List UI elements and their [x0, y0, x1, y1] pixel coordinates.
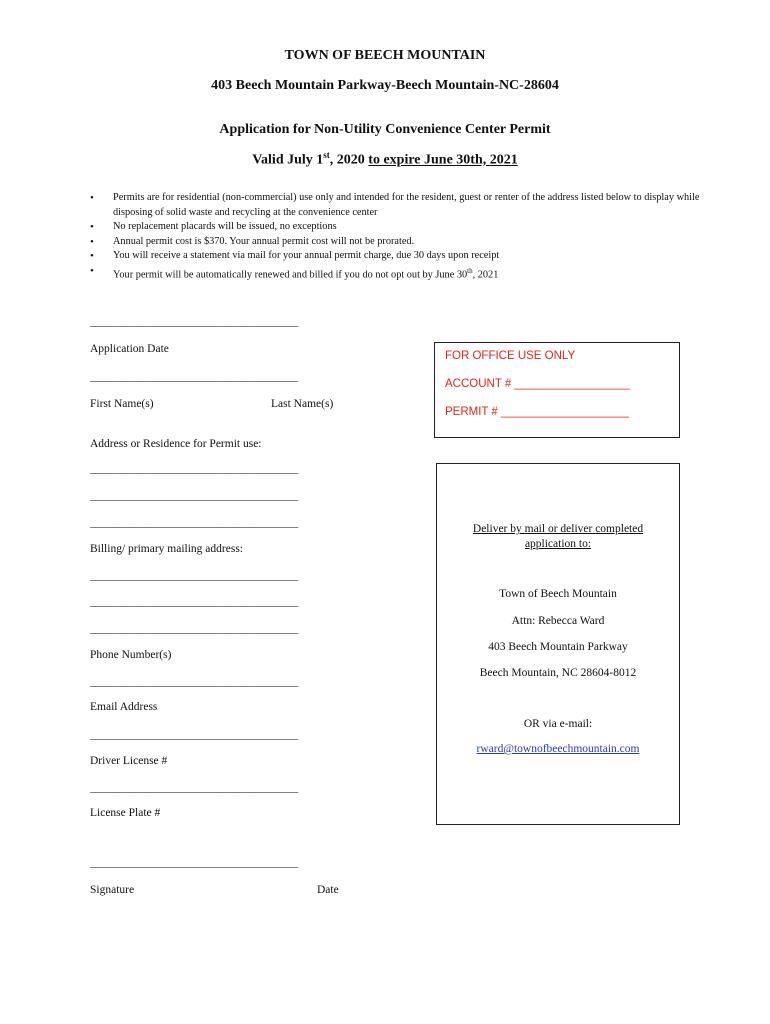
delivery-town: Town of Beech Mountain [499, 588, 617, 600]
delivery-heading: Deliver by mail or deliver completed application to: [472, 523, 644, 550]
office-account-field[interactable]: ACCOUNT # __________________ [445, 378, 630, 390]
form-title: Application for Non-Utility Convenience Center Permit [219, 122, 551, 137]
validity-line [0, 150, 770, 169]
license-plate-label: License Plate # [90, 807, 161, 819]
email-field[interactable]: ________________________________________ [90, 729, 299, 741]
validity-mid: , 2020 [329, 152, 369, 168]
office-use-title: FOR OFFICE USE ONLY [445, 350, 576, 362]
renewal-suffix: , 2021 [472, 268, 499, 280]
billing-address-line-3[interactable]: ________________________________________ [90, 623, 299, 635]
terms-item: • Permits are for residential (non-commercial) use only and intended for the resident, guest or renter of the address listed below to display while disposing of solid waste and recycling at the convenience center [90, 191, 700, 220]
driver-license-field[interactable]: ________________________________________ [90, 782, 299, 794]
delivery-street: 403 Beech Mountain Parkway [488, 641, 628, 653]
delivery-city: Beech Mountain, NC 28604-8012 [479, 667, 637, 679]
terms-list [90, 191, 700, 282]
delivery-info-box [436, 463, 680, 825]
delivery-attn: Attn: Rebecca Ward [511, 615, 605, 627]
delivery-or-email: OR via e-mail: [523, 718, 593, 730]
application-date-label: Application Date [90, 343, 169, 355]
renewal-sup: th [467, 266, 473, 275]
terms-item-renewal [90, 264, 700, 283]
office-permit-field[interactable]: PERMIT # ____________________ [445, 406, 629, 418]
signature-label: Signature [90, 884, 135, 896]
phone-field[interactable]: ________________________________________ [90, 676, 299, 688]
last-name-label: Last Name(s) [271, 398, 334, 410]
first-name-label: First Name(s) [90, 398, 154, 410]
residence-address-line-2[interactable]: ________________________________________ [90, 490, 299, 502]
renewal-prefix: Your permit will be automatically renewed and billed if you do not opt out by June 30 [113, 268, 468, 280]
application-date-field[interactable]: ________________________________________ [90, 316, 299, 328]
validity-expire: to expire June 30th, 2021 [368, 152, 518, 168]
terms-item: • You will receive a statement via mail for your annual permit charge, due 30 days upon receipt [90, 249, 700, 264]
billing-address-line-2[interactable]: ________________________________________ [90, 596, 299, 608]
delivery-email-link[interactable]: rward@townofbeechmountain.com [476, 743, 640, 755]
phone-label: Phone Number(s) [90, 649, 172, 661]
town-address: 403 Beech Mountain Parkway-Beech Mountain-NC-28604 [211, 78, 559, 93]
signature-field[interactable]: ________________________________________ [90, 857, 299, 869]
town-name: TOWN OF BEECH MOUNTAIN [284, 48, 486, 63]
office-use-box [434, 342, 680, 438]
name-field[interactable]: ________________________________________ [90, 371, 299, 383]
residence-address-line-3[interactable]: ________________________________________ [90, 517, 299, 529]
driver-license-label: Driver License # [90, 755, 168, 767]
email-label: Email Address [90, 701, 158, 713]
billing-address-label: Billing/ primary mailing address: [90, 543, 243, 555]
residence-address-line-1[interactable]: ________________________________________ [90, 463, 299, 475]
residence-address-label: Address or Residence for Permit use: [90, 438, 262, 450]
terms-item: • Annual permit cost is $370. Your annual permit cost will not be prorated. [90, 235, 700, 250]
validity-sup: st [323, 150, 330, 160]
date-label: Date [317, 884, 339, 896]
billing-address-line-1[interactable]: ________________________________________ [90, 570, 299, 582]
terms-item: • No replacement placards will be issued, no exceptions [90, 220, 700, 235]
validity-prefix: Valid July 1 [252, 152, 324, 168]
